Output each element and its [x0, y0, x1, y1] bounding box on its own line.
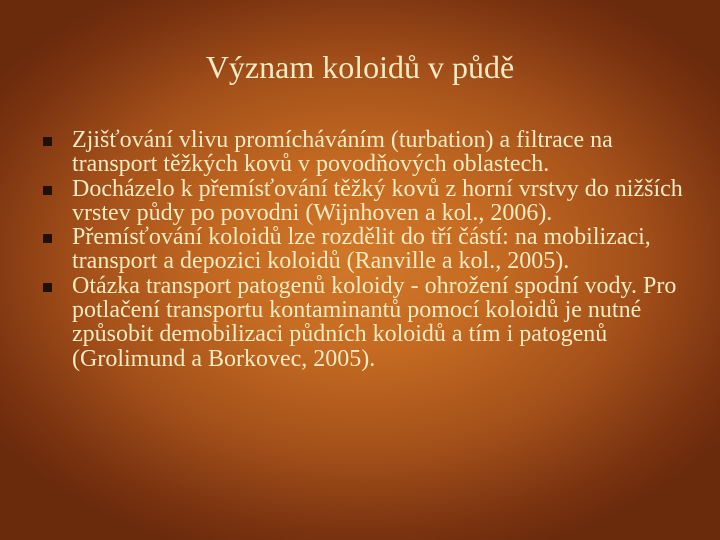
- bullet-text: Zjišťování vlivu promícháváním (turbation) a filtrace na transport těžkých kovů v povodňových oblastech.: [72, 127, 613, 178]
- bullet-item: [40, 225, 690, 274]
- square-bullet-icon: [43, 137, 52, 146]
- bullet-text: Docházelo k přemísťování těžký kovů z horní vrstvy do nižších vrstev půdy po povodni (Wijnhoven a kol., 2006).: [72, 175, 683, 226]
- bullet-list: [40, 128, 690, 371]
- bullet-item: [40, 128, 690, 177]
- square-bullet-icon: [43, 234, 52, 243]
- bullet-text: Přemísťování koloidů lze rozdělit do tří částí: na mobilizaci, transport a depozici koloidů (Ranville a kol., 2005).: [72, 224, 651, 275]
- bullet-item: [40, 177, 690, 226]
- square-bullet-icon: [43, 283, 52, 292]
- slide-title: Význam koloidů v půdě: [205, 49, 515, 85]
- bullet-text: Otázka transport patogenů koloidy - ohrožení spodní vody. Pro potlačení transportu kontaminantů pomocí koloidů je nutné způsobit demobilizaci půdních koloidů a tím i patogenů (Grolimund a Borkovec, 2005).: [72, 272, 677, 372]
- bullet-item: [40, 274, 690, 371]
- square-bullet-icon: [43, 186, 52, 195]
